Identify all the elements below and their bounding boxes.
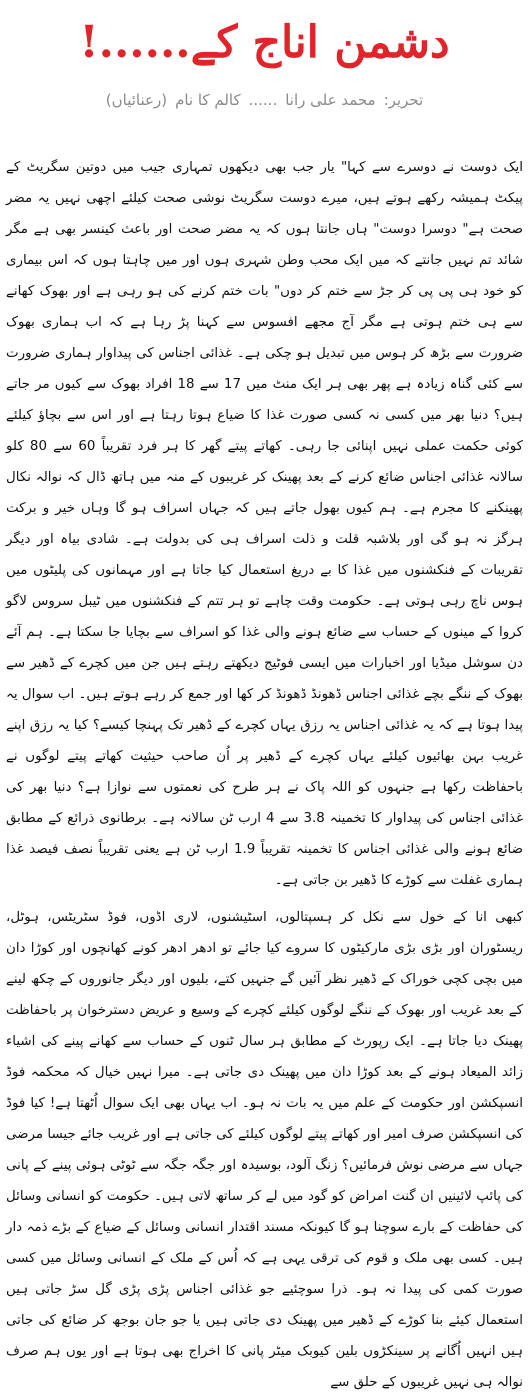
byline-author-prefix: تحریر: [383, 91, 424, 109]
byline-separator: ...... [248, 91, 278, 109]
byline-column-label: کالم کا نام [175, 91, 241, 109]
byline-author: محمد علی رانا [285, 91, 376, 109]
article-byline [0, 88, 529, 112]
article-paragraph-2: کبھی انا کے خول سے نکل کر ہسپتالوں، اسٹیشنوں، لاری اڈوں، فوڈ سٹریٹس، ہوٹل، ریسٹوران اور بڑی بڑی مارکیٹوں کا سروے کیا جائے تو ادھر ادھر کونے کھانچوں اور کوڑا دان میں بچی کچی خوراک کے ڈھیر نظر آئیں گے جنہیں کتے، بلیوں اور دیگر جانوروں کے چکھ لینے کے بعد غریب اور بھوک کے ننگے لوگوں کیلئے کچرے کے وسیع و عریض دسترخوان پر باحفاظت پھینک دیا جاتا ہے۔ ایک رپورٹ کے مطابق ہر سال ٹنوں کے حساب سے کھانے پینے کی اشیاء زائد المیعاد ہونے کے بعد کوڑا دان میں پھینک دی جاتی ہے۔ میرا نہیں خیال کہ محکمہ فوڈ انسپکشن اور حکومت کے علم میں یہ بات نہ ہو۔ اب یہاں بھی ایک سوال اُٹھتا ہے! کیا فوڈ کی انسپکشن صرف امیر اور کھاتے پیتے لوگوں کیلئے کی جاتی ہے اور غریب جائے جیسا مرضی جہاں سے مرضی نوش فرمائیں؟ زنگ آلود، بوسیدہ اور جگہ جگہ سے ٹوٹی ہوئی پینے کے پانی کی پائپ لائینیں ان گنت امراض کو گود میں لے کر ساتھ لاتی ہیں۔ حکومت کو انسانی وسائل کی حفاظت کے بارے سوچنا ہو گا کیونکہ مسند اقتدار انسانی وسائل کے ضیاع کے بڑے ذمہ دار ہیں۔ کسی بھی ملک و قوم کی ترقی یہی ہے کہ اُس کے ملک کے انسانی وسائل میں کسی صورت کمی کی پیدا نہ ہو۔ ذرا سوچئیے جو غذائی اجناس پڑی پڑی گل سڑ جاتی ہیں استعمال کیئے بنا کوڑے کے ڈھیر میں پھینک دی جاتی ہیں یا جو جان بوجھ کر ضائع کی جاتی ہیں انہیں اُگانے پر سینکڑوں بلین کیوبک میٹر پانی کا اخراج بھی ہوتا ہے اور یوں ہم صرف نوالہ ہی نہیں غریبوں کے حلق سے [6, 910, 523, 1390]
article-paragraph-1: ایک دوست نے دوسرے سے کہا" یار جب بھی دیکھوں تمہاری جیب میں دوتین سگریٹ کے پیکٹ ہمیشہ رکھے ہوتے ہیں، میرے دوست سگریٹ نوشی صحت کیلئے اچھی نہیں یہ مضر صحت ہے" دوسرا دوست" ہاں جانتا ہوں کہ یہ مضر صحت اور باعث کینسر بھی ہے مگر شائد تم نہیں جانتے کہ میں ایک محب وطن شہری ہوں اور میں چاہتا ہوں کہ اس بیماری کو خود ہی پی پی کر جڑ سے ختم کر دوں" بات ختم کرنے کی ہو رہی ہے اور بھوک کھانے سے ہی ختم ہوتی ہے مگر آج مجھے افسوس سے کہنا پڑ رہا ہے کہ اب ہماری بھوک ضرورت سے بڑھ کر ہوس میں تبدیل ہو چکی ہے۔ غذائی اجناس کی پیداوار ہماری ضرورت سے کئی گناہ زیادہ ہے پھر بھی ہر ایک منٹ میں 17 سے 18 افراد بھوک سے کیوں مر جاتے ہیں؟ دنیا بھر میں کسی نہ کسی صورت غذا کا ضیاع ہوتا رہتا ہے اور اس سے بچاؤ کیلئے کوئی حکمت عملی نہیں اپنائی جا رہی۔ کھاتے پیتے گھر کا ہر فرد تقریباً 60 سے 80 کلو سالانہ غذائی اجناس ضائع کرنے کے بعد پھینک کر غریبوں کے منہ میں ہاتھ ڈال کہ نوالہ نکال پھینکنے کا مجرم ہے۔ ہم کیوں بھول جاتے ہیں کہ جہاں اسراف ہو گا وہاں خیر و برکت ہرگز نہ ہو گی اور بلاشبہ قلت و ذلت اسراف ہی کی بدولت ہے۔ شادی بیاہ اور دیگر تقریبات کے فنکشنوں میں غذا کا بے دریغ استعمال کیا جاتا ہے اور مہمانوں کی پلیٹوں میں ہوس ناچ رہی ہوتی ہے۔ حکومت وقت چاہے تو ہر تتم کے فنکشنوں میں ٹیبل سروس لاگو کروا کے مینوں کے حساب سے ضائع ہونے والی غذا کو اسراف سے بچایا جا سکتا ہے۔ ہم آئے دن سوشل میڈیا اور اخبارات میں ایسی فوٹیج دیکھتے رہتے ہیں جن میں کچرے کے ڈھیر سے بھوک کے ننگے بچے غذائی اجناس ڈھونڈ ڈھونڈ کر کھا اور جمع کر رہے ہوتے ہیں۔ اب سوال یہ پیدا ہوتا ہے کہ یہ غذائی اجناس یہ رزق یہاں کچرے کے ڈھیر تک پہنچا کیسے؟ کیا یہ رزق اپنے غریب بہن بھائیوں کیلئے یہاں کچرے کے ڈھیر پر اُن صاحب حیثیت کھاتے پیتے لوگوں نے باحفاظت رکھا ہے جنہوں کو اللہ پاک نے ہر طرح کی نعمتوں سے نوازا ہے؟ دنیا بھر کی غذائی اجناس کی پیداوار کا تخمینہ 3.8 سے 4 ارب ٹن سالانہ ہے۔ برطانوی ذرائع کے مطابق ضائع ہونے والی غذائی اجناس کا تخمینہ تقریباً 1.9 ارب ٹن ہے یعنی تقریباً نصف فیصد غذا ہماری غفلت سے کوڑے کا ڈھیر بن جاتی ہے۔ [6, 160, 523, 888]
article-headline: دشمن اناج کے......! [79, 17, 450, 68]
byline-column-name: (رعنائیاں) [105, 91, 168, 109]
article-body [6, 152, 523, 1398]
